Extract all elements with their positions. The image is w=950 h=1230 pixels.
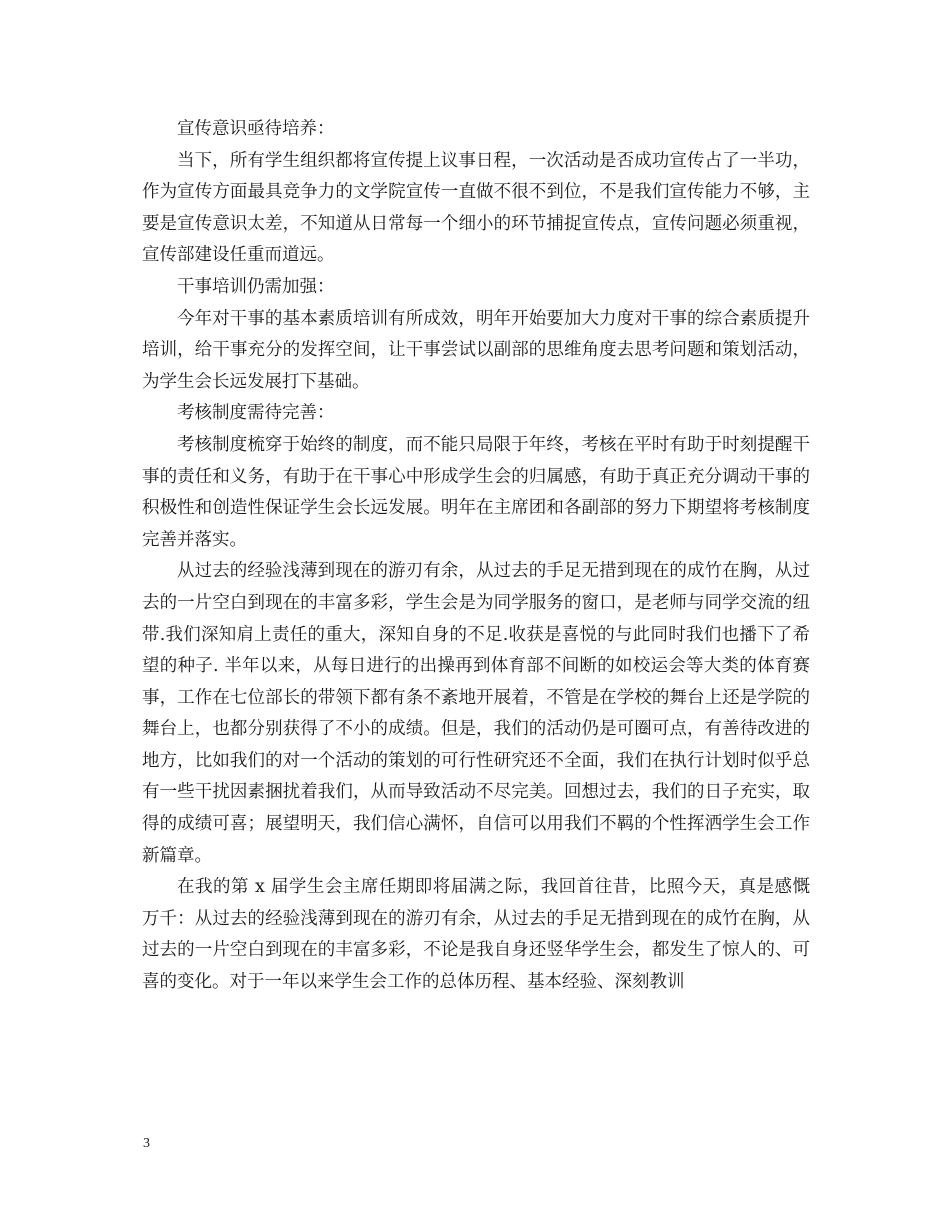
paragraph-training: 今年对干事的基本素质培训有所成效，明年开始要加大力度对干事的综合素质提升培训，给干事充分的发挥空间，让干事尝试以副部的思维角度去思考问题和策划活动，为学生会长远发展打下基础。: [142, 308, 810, 392]
paragraph-publicity: 当下，所有学生组织都将宣传提上议事日程，一次活动是否成功宣传占了一半功，作为宣传方面最具竞争力的文学院宣传一直做不很不到位，不是我们宣传能力不够，主要是宣传意识太差，不知道从日常每一个细小的环节捕捉宣传点，宣传问题必须重视，宣传部建设任重而道远。: [142, 150, 810, 266]
section-heading-publicity: 宣传意识亟待培养：: [177, 119, 335, 139]
paragraph-review: 从过去的经验浅薄到现在的游刃有余，从过去的手足无措到现在的成竹在胸，从过去的一片空白到现在的丰富多彩，学生会是为同学服务的窗口，是老师与同学交流的纽带.我们深知肩上责任的重大，深知自身的不足.收获是喜悦的与此同时我们也播下了希望的种子. 半年以来，从每日进行的出操再到体育部不间断的如校运会等大类的体育赛事，工作在七位部长的带领下都有条不紊地开展着，不管是在学校的舞台上还是学院的舞台上，也都分别获得了不小的成绩。但是，我们的活动仍是可圈可点，有善待改进的地方，比如我们的对一个活动的策划的可行性研究还不全面，我们在执行计划时似乎总有一些干扰因素捆扰着我们，从而导致活动不尽完美。回想过去，我们的日子充实，取得的成绩可喜；展望明天，我们信心满怀，自信可以用我们不羁的个性挥洒学生会工作新篇章。: [142, 561, 810, 866]
section-heading-training: 干事培训仍需加强：: [177, 276, 335, 297]
page-number: 3: [143, 1136, 150, 1151]
paragraph-assessment: 考核制度梳穿于始终的制度，而不能只局限于年终，考核在平时有助于时刻提醒干事的责任和义务，有助于在干事心中形成学生会的归属感，有助于真正充分调动干事的积极性和创造性保证学生会长远发展。明年在主席团和各副部的努力下期望将考核制度完善并落实。: [142, 434, 810, 550]
document-body: [142, 114, 810, 999]
section-heading-assessment: 考核制度需待完善：: [177, 403, 335, 424]
paragraph-chairman: 在我的第 x 届学生会主席任期即将届满之际，我回首往昔，比照今天，真是感慨万千：从过去的经验浅薄到现在的游刃有余，从过去的手足无措到现在的成竹在胸，从过去的一片空白到现在的丰富多彩，不论是我自身还竖华学生会，都发生了惊人的、可喜的变化。对于一年以来学生会工作的总体历程、基本经验、深刻教训: [142, 877, 810, 993]
